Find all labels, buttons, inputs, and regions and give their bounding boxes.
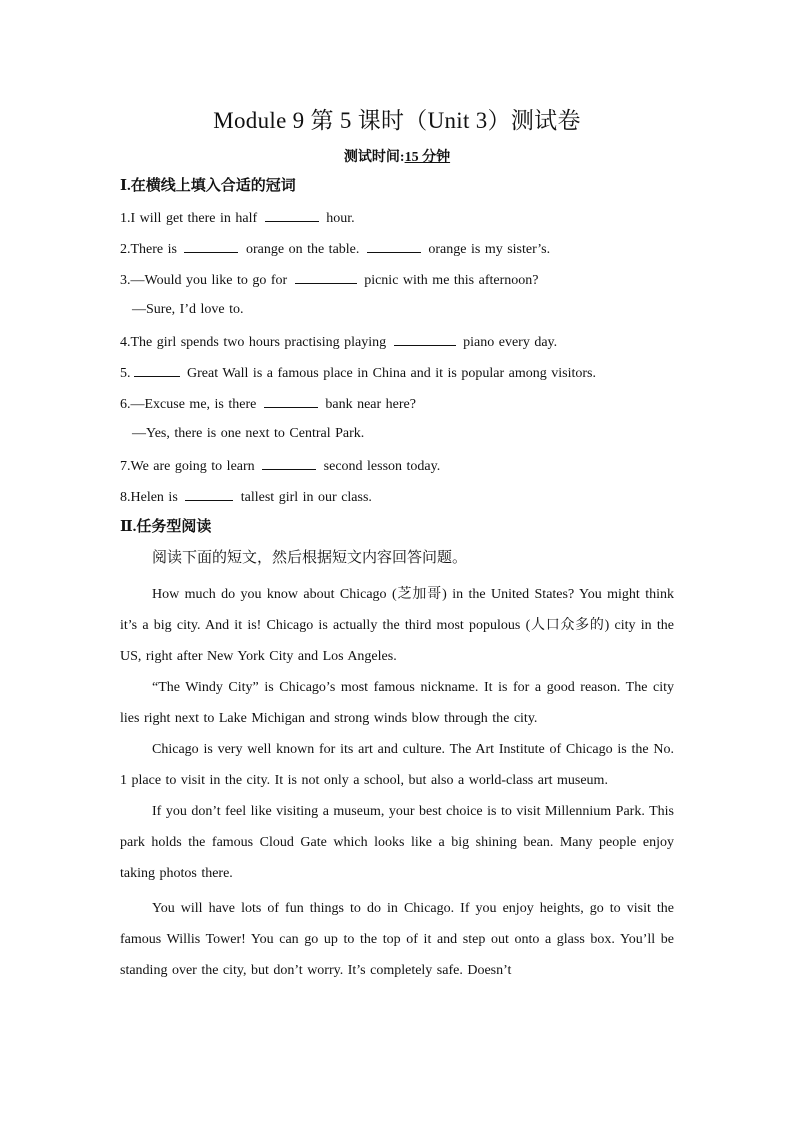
q2-text-before: 2.There is <box>120 242 182 257</box>
test-time <box>0 146 794 166</box>
section-1-heading: Ⅰ.在横线上填入合适的冠词 <box>120 178 296 194</box>
question-2 <box>120 238 674 269</box>
q6-text-before: 6.—Excuse me, is there <box>120 397 261 412</box>
q3-blank[interactable] <box>295 269 357 284</box>
q6-text-after: bank near here? <box>320 397 416 412</box>
test-time-value: 15 分钟 <box>404 150 451 165</box>
reading-instruction: 阅读下面的短文，然后根据短文内容回答问题。 <box>152 550 468 566</box>
passage-paragraph-5: You will have lots of fun things to do in Chicago. If you enjoy heights, go to visit the famous Willis Tower! You can go up to the top of it and step out onto a glass box. You’ll be standing over the city, but don’t worry. It’s completely safe. Doesn’t <box>120 901 674 978</box>
section-2-heading: Ⅱ.任务型阅读 <box>120 519 212 535</box>
q8-text-after: tallest girl in our class. <box>236 490 372 505</box>
q2-blank-1[interactable] <box>184 238 238 253</box>
q1-blank[interactable] <box>265 207 319 222</box>
question-3 <box>120 269 674 300</box>
passage-paragraph-2: “The Windy City” is Chicago’s most famous nickname. It is for a good reason. The city lies right next to Lake Michigan and strong winds blow through the city. <box>120 680 674 726</box>
question-5 <box>120 362 674 393</box>
page-title: Module 9 第 5 课时（Unit 3）测试卷 <box>213 108 581 133</box>
q5-text-before: 5. <box>120 366 131 381</box>
q1-text-before: 1.I will get there in half <box>120 211 262 226</box>
question-8 <box>120 486 674 517</box>
q2-text-middle: orange on the table. <box>241 242 364 257</box>
test-time-label: 测试时间: <box>343 150 405 165</box>
q4-blank[interactable] <box>394 331 456 346</box>
question-3-reply: —Sure, I’d love to. <box>132 302 244 317</box>
q8-blank[interactable] <box>185 486 233 501</box>
question-6 <box>120 393 674 424</box>
q4-text-after: piano every day. <box>458 335 558 350</box>
q5-blank[interactable] <box>134 362 180 377</box>
q5-text-after: Great Wall is a famous place in China and it is popular among visitors. <box>182 366 596 381</box>
q8-text-before: 8.Helen is <box>120 490 183 505</box>
question-6-reply: —Yes, there is one next to Central Park. <box>132 426 365 441</box>
q7-text-after: second lesson today. <box>319 459 441 474</box>
q7-blank[interactable] <box>262 455 316 470</box>
q2-blank-2[interactable] <box>367 238 421 253</box>
q7-text-before: 7.We are going to learn <box>120 459 260 474</box>
question-4 <box>120 331 674 362</box>
passage-paragraph-4: If you don’t feel like visiting a museum, your best choice is to visit Millennium Park. This park holds the famous Cloud Gate which looks like a big shining bean. Many people enjoy taking photos there. <box>120 804 674 881</box>
q6-blank[interactable] <box>264 393 318 408</box>
worksheet-content <box>120 176 674 986</box>
passage-paragraph-3: Chicago is very well known for its art and culture. The Art Institute of Chicago is the No. 1 place to visit in the city. It is not only a school, but also a world-class art museum. <box>120 742 674 788</box>
question-1 <box>120 207 674 238</box>
q3-text-before: 3.—Would you like to go for <box>120 273 292 288</box>
q3-text-after: picnic with me this afternoon? <box>359 273 539 288</box>
passage-paragraph-1: How much do you know about Chicago (芝加哥) in the United States? You might think it’s a big city. And it is! Chicago is actually the third most populous (人口众多的) city in the US, right after New York City and Los Angeles. <box>120 587 674 664</box>
q2-text-after: orange is my sister’s. <box>423 242 551 257</box>
q4-text-before: 4.The girl spends two hours practising playing <box>120 335 391 350</box>
q1-text-after: hour. <box>321 211 355 226</box>
question-7 <box>120 455 674 486</box>
